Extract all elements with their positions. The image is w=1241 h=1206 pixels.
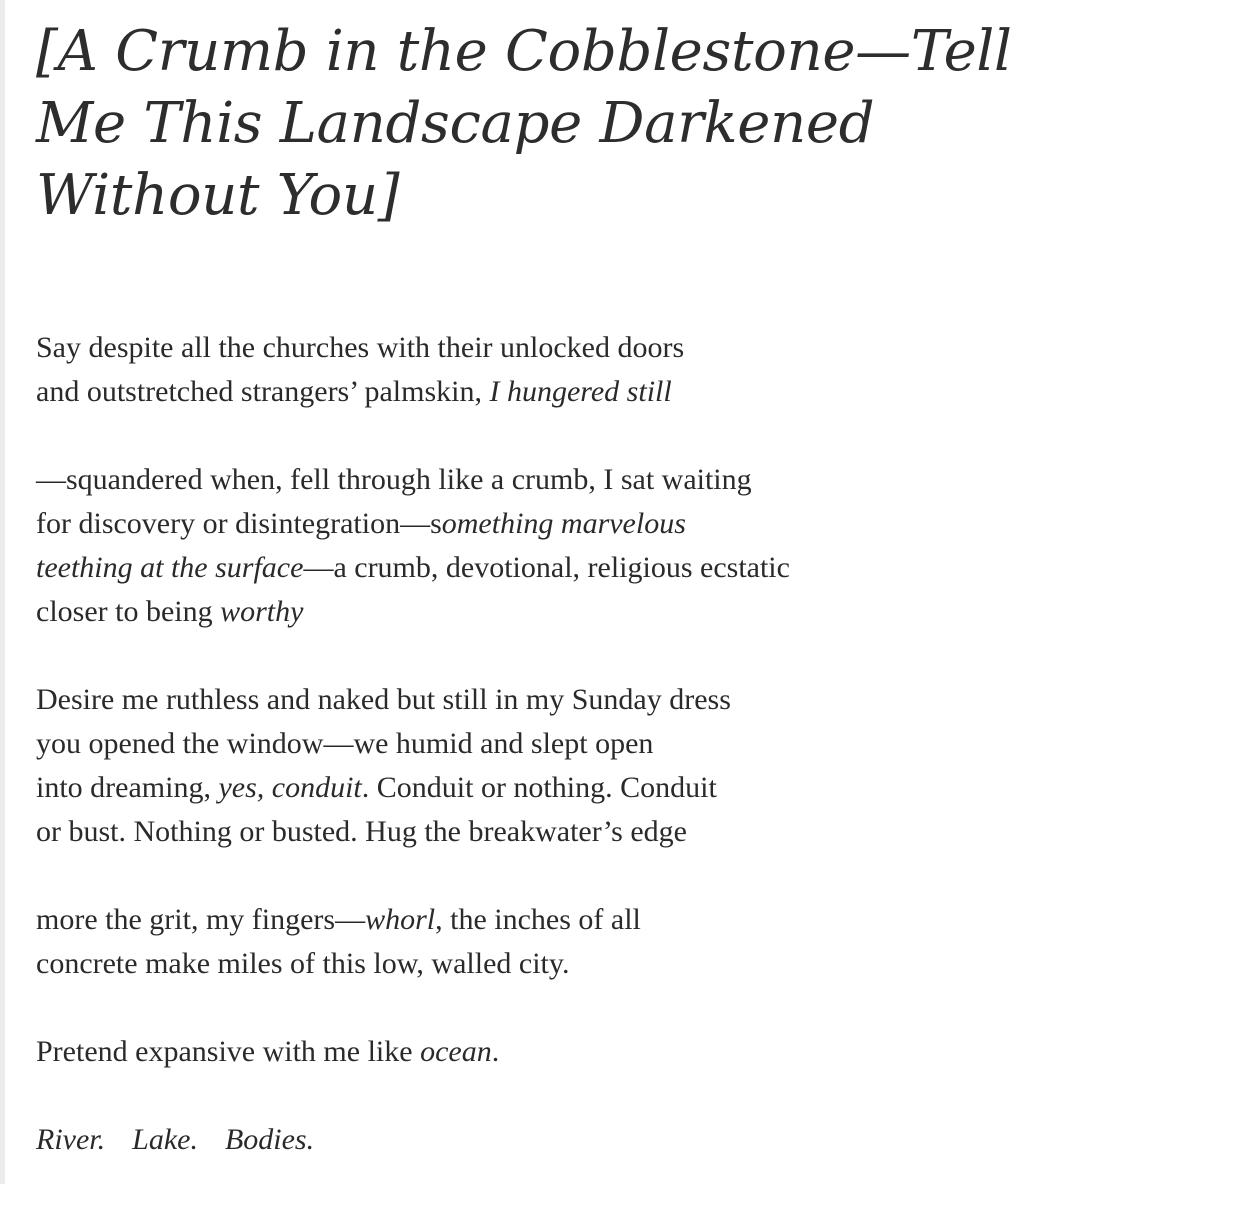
- line-text: . Conduit or nothing. Conduit: [361, 771, 717, 804]
- line-italic-text: worthy: [220, 595, 304, 628]
- poem-line: [36, 766, 790, 810]
- poem-line: [36, 546, 790, 590]
- line-text: Desire me ruthless and naked but still in my Sunday dress: [36, 683, 731, 716]
- line-italic-text: yes, conduit: [218, 771, 362, 804]
- line-text: into dreaming,: [36, 771, 219, 804]
- line-text: for discovery or disintegration—s: [36, 507, 442, 540]
- poem-title: [36, 16, 1036, 232]
- title-line: Without You]: [36, 163, 400, 228]
- poem-line: [36, 326, 790, 370]
- poem-line: [36, 678, 790, 722]
- line-italic-text: omething marvelous: [441, 507, 686, 540]
- line-text: , the inches of all: [435, 903, 641, 936]
- line-text: —a crumb, devotional, religious ecstatic: [303, 551, 790, 584]
- poem-line: [36, 590, 790, 634]
- line-text: more the grit, my fingers—: [36, 903, 366, 936]
- line-text: or bust. Nothing or busted. Hug the breakwater’s edge: [36, 815, 687, 848]
- line-italic-text: I hungered still: [489, 375, 672, 408]
- poem-line: [36, 810, 790, 854]
- stanza-1: [36, 326, 790, 414]
- title-line: Me This Landscape Darkened: [36, 91, 875, 156]
- line-italic-text: whorl: [365, 903, 436, 936]
- line-text: .: [491, 1035, 500, 1068]
- stanza-3: [36, 678, 790, 854]
- page-left-border: [0, 0, 5, 1184]
- line-text: and outstretched strangers’ palmskin,: [36, 375, 490, 408]
- line-text: —squandered when, fell through like a crumb, I sat waiting: [36, 463, 752, 496]
- poem-line: [36, 502, 790, 546]
- stanza-5: [36, 1030, 790, 1074]
- line-text: closer to being: [36, 595, 221, 628]
- line-italic-text: teething at the surface: [36, 551, 304, 584]
- line-text: Pretend expansive with me like: [36, 1035, 421, 1068]
- title-line: [A Crumb in the Cobblestone—Tell: [36, 19, 1012, 84]
- poem-line: [36, 1118, 790, 1162]
- poem-article: [36, 0, 1216, 1156]
- poem-line: [36, 1030, 790, 1074]
- poem-line: [36, 370, 790, 414]
- poem-line: [36, 722, 790, 766]
- stanza-2: [36, 458, 790, 634]
- stanza-6: [36, 1118, 790, 1162]
- line-text: concrete make miles of this low, walled city.: [36, 947, 570, 980]
- line-italic-text: River. Lake. Bodies.: [36, 1123, 315, 1156]
- line-text: you opened the window—we humid and slept open: [36, 727, 654, 760]
- poem-body: [36, 326, 790, 1206]
- poem-line: [36, 942, 790, 986]
- line-text: Say despite all the churches with their unlocked doors: [36, 331, 685, 364]
- line-italic-text: ocean: [420, 1035, 492, 1068]
- poem-line: [36, 458, 790, 502]
- stanza-4: [36, 898, 790, 986]
- poem-line: [36, 898, 790, 942]
